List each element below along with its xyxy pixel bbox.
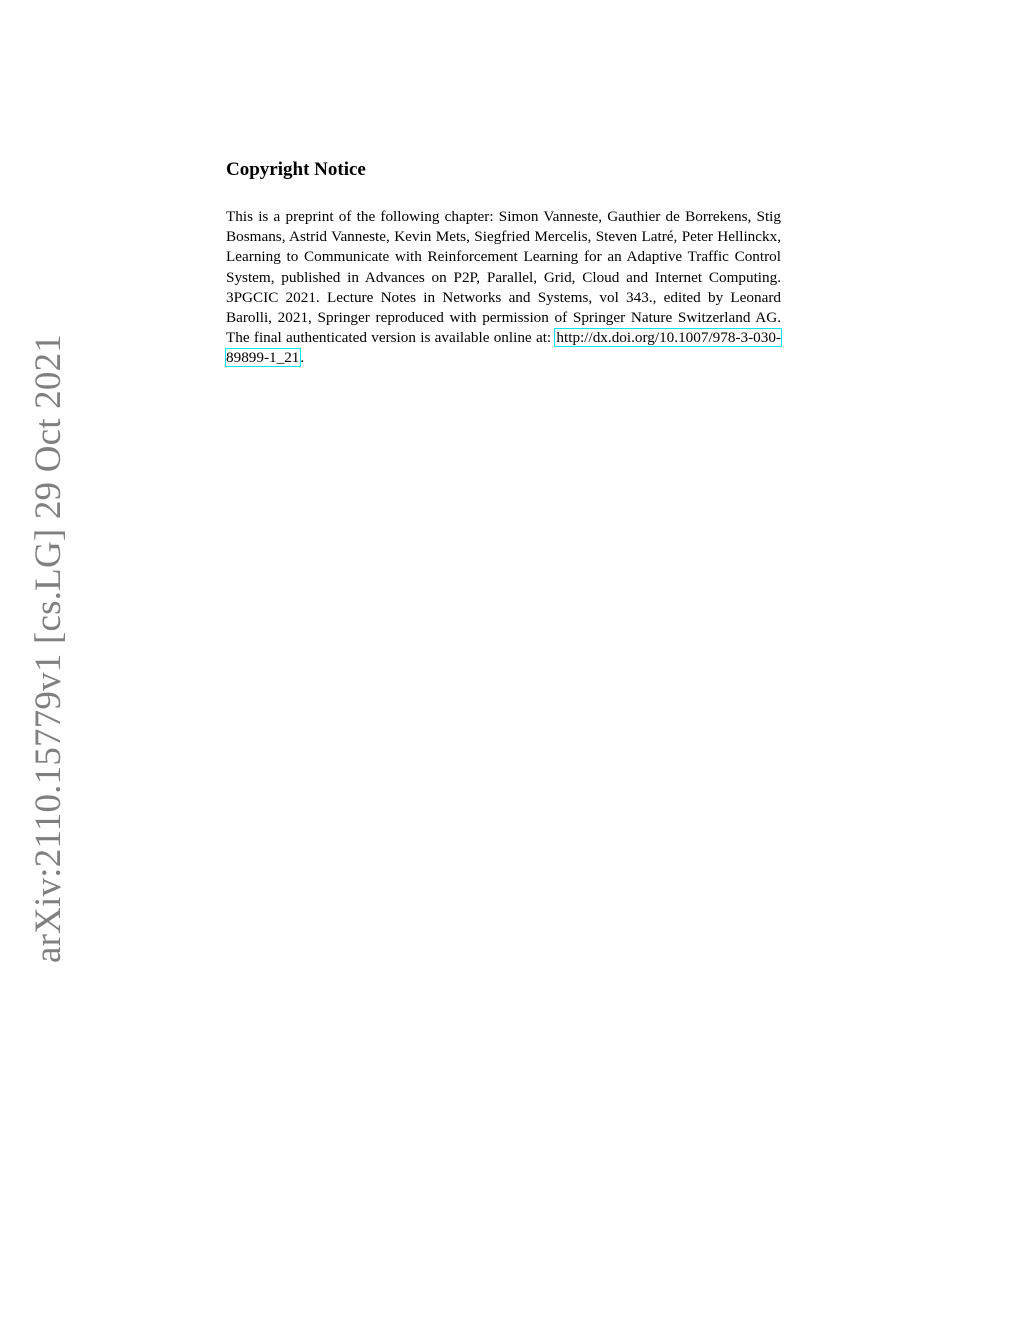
arxiv-identifier-stamp bbox=[27, 333, 69, 963]
notice-body-text: This is a preprint of the following chapter: Simon Vanneste, Gauthier de Borrekens, Stig Bosmans, Astrid Vanneste, Kevin Mets, Siegfried Mercelis, Steven Latré, Peter Hellinckx, Learning to Communicate with Reinforcement Learning for an Adaptive Traffic Control System, published in Advances on P2P, Parallel, Grid, Cloud and Internet Computing. 3PGCIC 2021. Lecture Notes in Networks and Systems, vol 343., edited by Leonard Barolli, 2021, Springer reproduced with permission of Springer Nature Switzerland AG. The final authenticated version is available online at: bbox=[226, 208, 781, 347]
notice-trailing-period: . bbox=[300, 349, 305, 367]
notice-body bbox=[226, 207, 781, 369]
copyright-notice bbox=[226, 158, 781, 369]
notice-heading: Copyright Notice bbox=[226, 159, 366, 180]
arxiv-identifier-text: arXiv:2110.15779v1 [cs.LG] 29 Oct 2021 bbox=[27, 333, 69, 963]
doi-link[interactable]: http://dx.doi.org/10.1007/978-3-030-89899-1_21 bbox=[226, 329, 781, 367]
